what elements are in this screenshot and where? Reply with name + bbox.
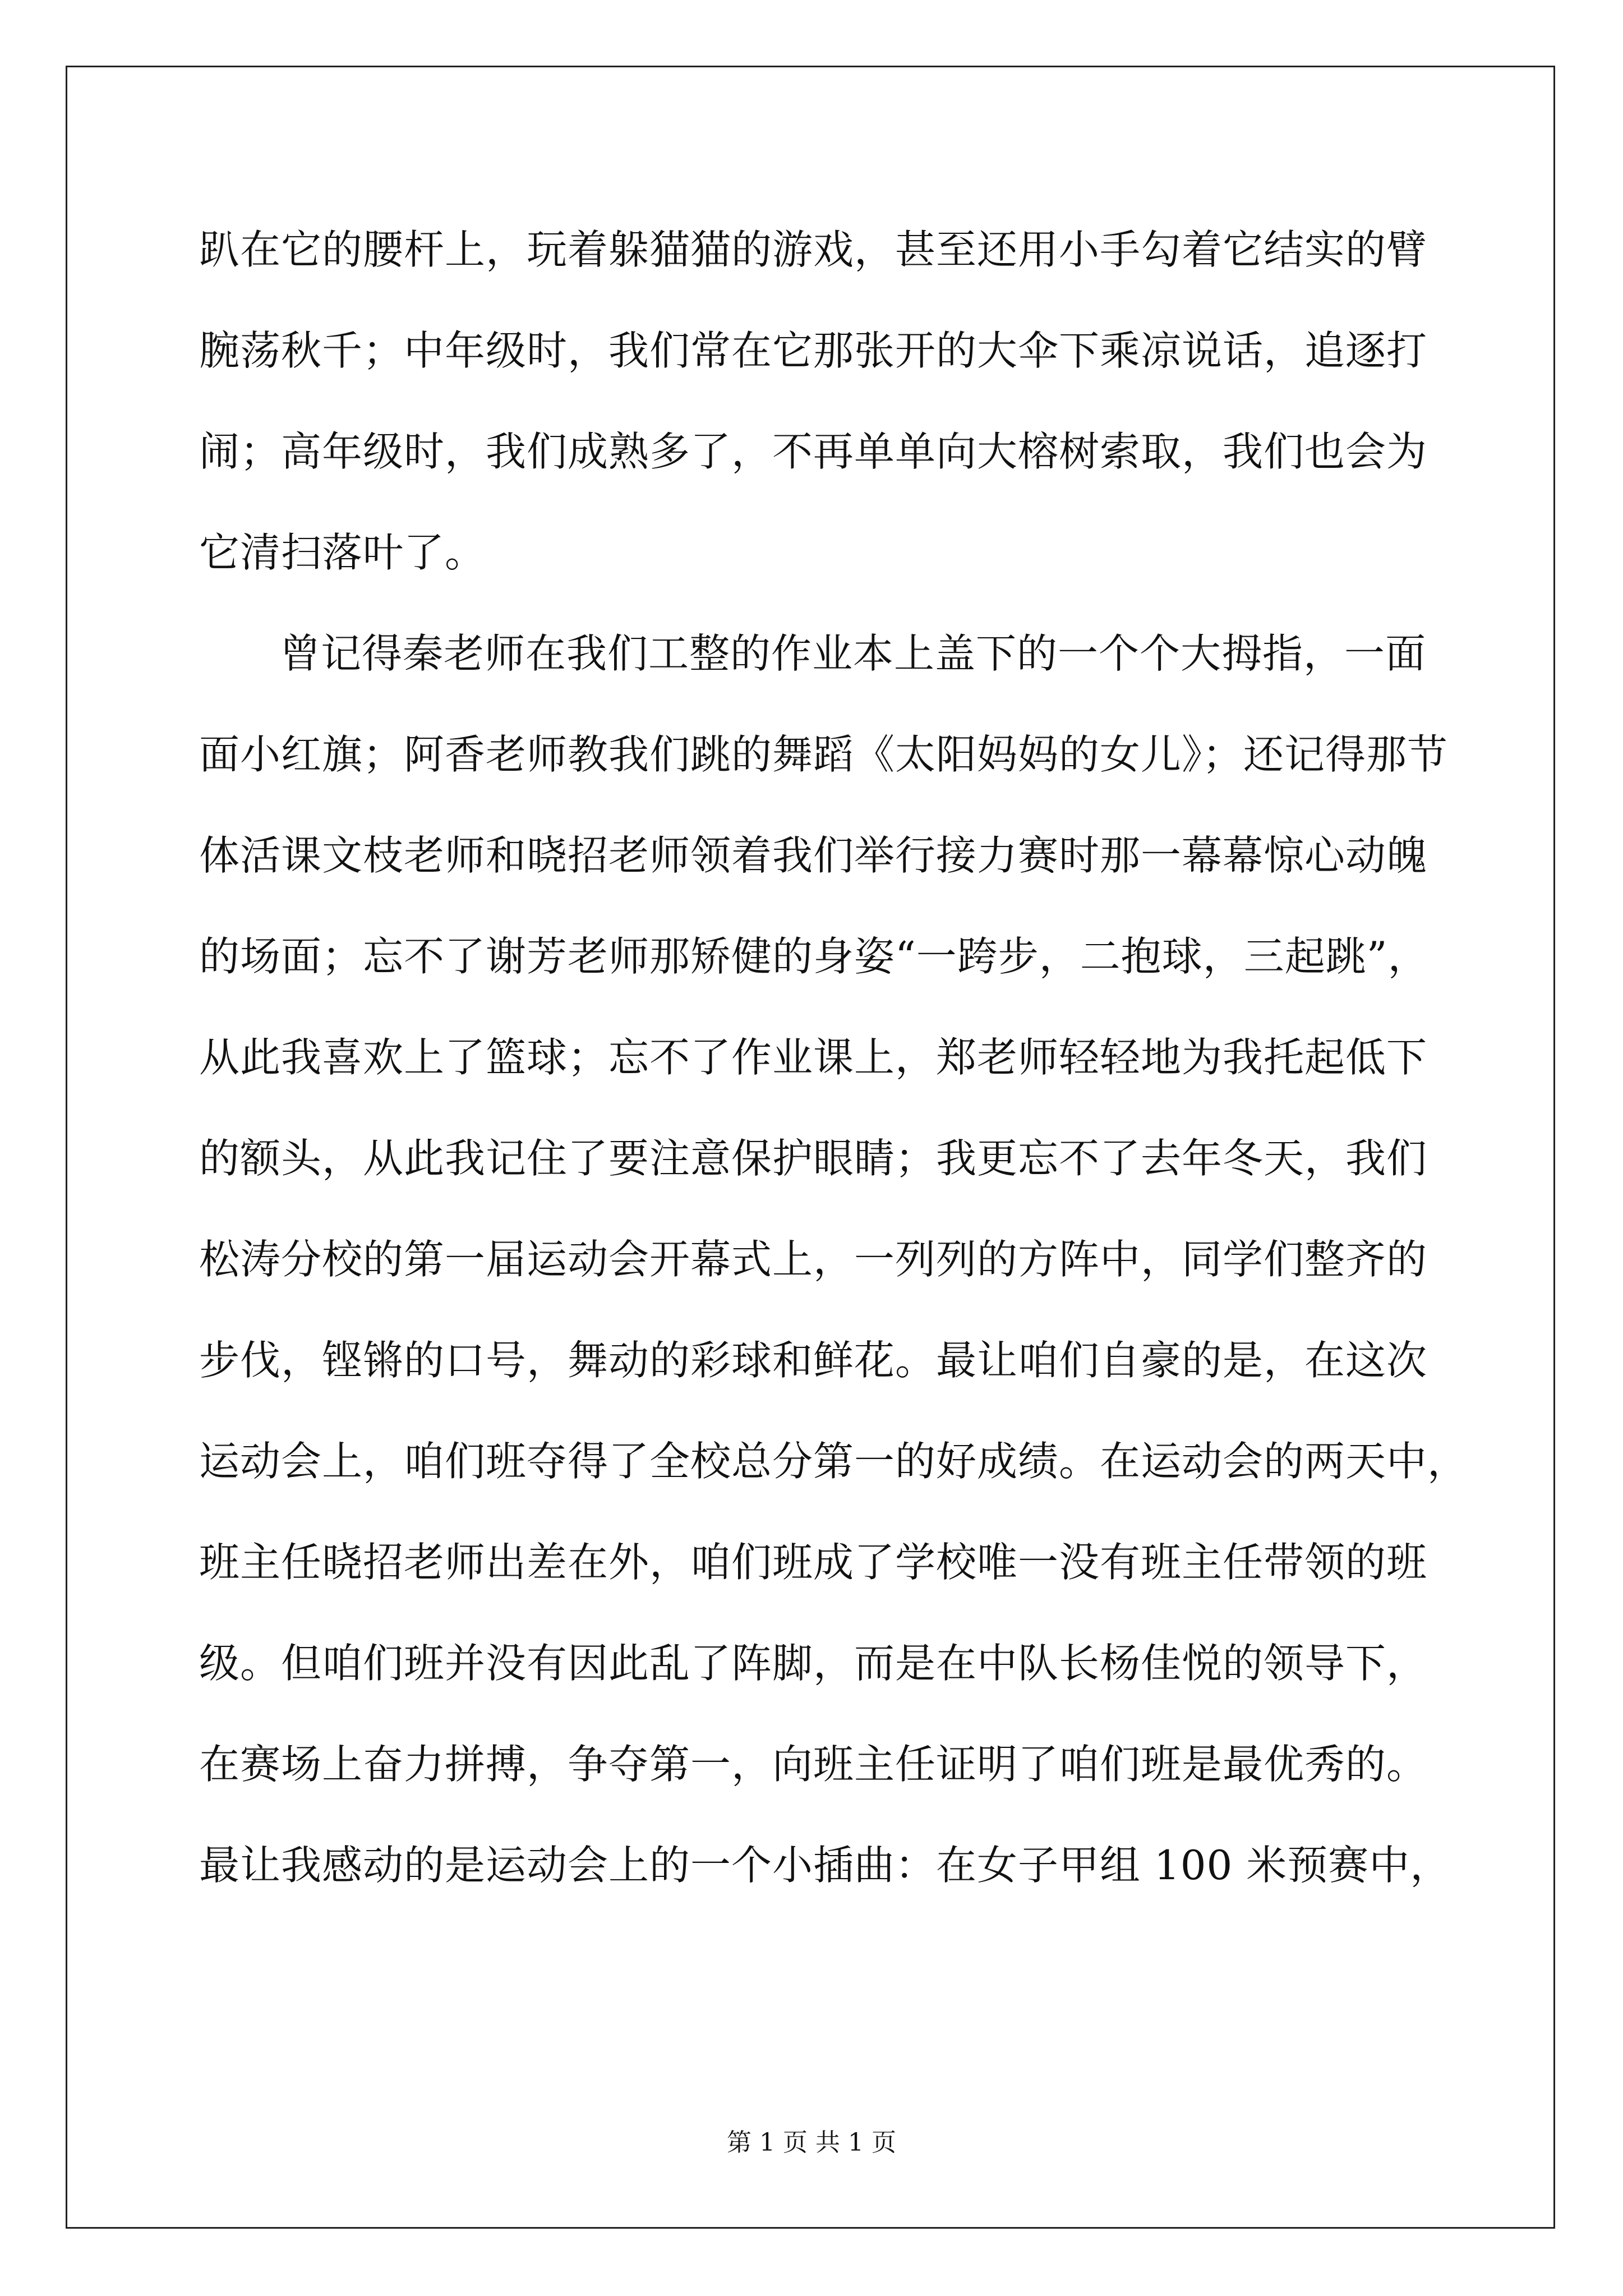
paragraph-first-line: 曾记得秦老师在我们工整的作业本上盖下的一个个大拇指，一面 — [280, 630, 1427, 677]
text-line: 在赛场上奋力拼搏，争夺第一，向班主任证明了咱们班是最优秀的。 — [199, 1741, 1428, 1788]
text-line: 腕荡秋千；中年级时，我们常在它那张开的大伞下乘凉说话，追逐打 — [199, 327, 1428, 374]
page-number: 第 1 页 共 1 页 — [727, 2128, 896, 2157]
text-line: 松涛分校的第一届运动会开幕式上，一列列的方阵中，同学们整齐的 — [199, 1236, 1428, 1283]
text-line: 运动会上，咱们班夺得了全校总分第一的好成绩。在运动会的两天中， — [199, 1438, 1469, 1485]
text-line: 的场面；忘不了谢芳老师那矫健的身姿“一跨步，二抱球，三起跳”， — [199, 933, 1429, 980]
text-line: 闹；高年级时，我们成熟多了，不再单单向大榕树索取，我们也会为 — [199, 428, 1428, 475]
text-line: 班主任晓招老师出差在外，咱们班成了学校唯一没有班主任带领的班 — [199, 1539, 1428, 1586]
text-line: 体活课文枝老师和晓招老师领着我们举行接力赛时那一幕幕惊心动魄 — [199, 832, 1428, 879]
text-line: 步伐，铿锵的口号，舞动的彩球和鲜花。最让咱们自豪的是，在这次 — [199, 1337, 1428, 1384]
text-line: 最让我感动的是运动会上的一个小插曲：在女子甲组 100 米预赛中， — [199, 1842, 1451, 1889]
text-line: 从此我喜欢上了篮球；忘不了作业课上，郑老师轻轻地为我托起低下 — [199, 1034, 1428, 1081]
text-line: 面小红旗；阿香老师教我们跳的舞蹈《太阳妈妈的女儿》；还记得那节 — [199, 731, 1449, 778]
text-line: 趴在它的腰杆上，玩着躲猫猫的游戏，甚至还用小手勾着它结实的臂 — [199, 226, 1428, 273]
text-line: 它清扫落叶了。 — [199, 529, 486, 576]
text-line: 级。但咱们班并没有因此乱了阵脚，而是在中队长杨佳悦的领导下， — [199, 1640, 1428, 1687]
text-line: 的额头，从此我记住了要注意保护眼睛；我更忘不了去年冬天，我们 — [199, 1135, 1428, 1182]
